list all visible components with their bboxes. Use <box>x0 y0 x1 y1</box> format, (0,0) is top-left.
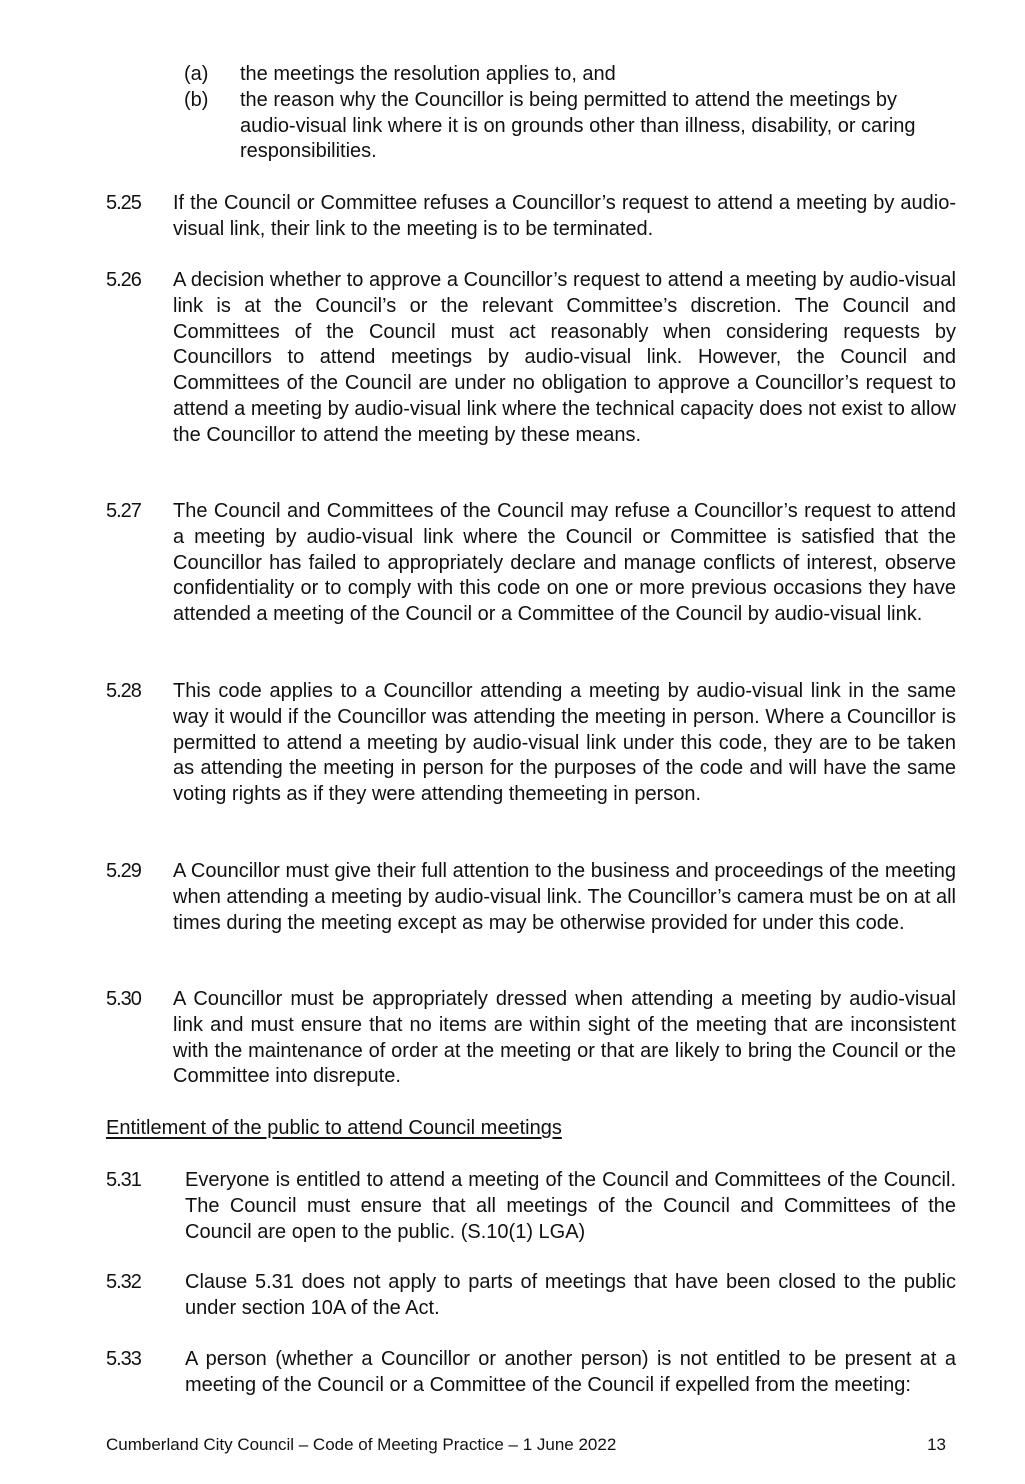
clause-5-29 <box>106 859 956 936</box>
clause-5-33 <box>106 1347 956 1399</box>
clause-5-30 <box>106 987 956 1090</box>
subitem-a <box>184 62 956 88</box>
clause-5-28 <box>106 679 956 808</box>
page-footer <box>106 1434 946 1456</box>
footer-title: Cumberland City Council – Code of Meeting Practice – 1 June 2022 <box>106 1435 617 1454</box>
page-number: 13 <box>927 1435 946 1454</box>
subitem-label: (b) <box>184 88 209 111</box>
clause-text: A decision whether to approve a Councillor’s request to attend a meeting by audio-visual link is at the Council’s or the relevant Committee’s discretion. The Council and Committees of the Council must act reasonably when considering requests by Councillors to attend meetings by audio-visual link. However, the Council and Committees of the Council are under no obligation to approve a Councillor’s request to attend a meeting by audio-visual link where the technical capacity does not exist to allow the Councillor to attend the meeting by these means. <box>173 269 956 446</box>
clause-number: 5.30 <box>106 988 141 1010</box>
clause-text: The Council and Committees of the Council may refuse a Councillor’s request to attend a meeting by audio-visual link where the Council or Committee is satisfied that the Councillor has failed to appropriately declare and manage conflicts of interest, observe confidentiality or to comply with this code on one or more previous occasions they have attended a meeting of the Council or a Committee of the Council by audio-visual link. <box>173 500 956 626</box>
clause-text: Everyone is entitled to attend a meeting of the Council and Committees of the Council. The Council must ensure that all meetings of the Council and Committees of the Council are open to the public. (S.10(1) LGA) <box>185 1169 956 1243</box>
clause-text: A Councillor must be appropriately dressed when attending a meeting by audio-visual link and must ensure that no items are within sight of the meeting that are inconsistent with the maintenance of order at the meeting or that are likely to bring the Council or the Committee into disrepute. <box>173 988 956 1088</box>
clause-text: A person (whether a Councillor or another person) is not entitled to be present at a meeting of the Council or a Committee of the Council if expelled from the meeting: <box>185 1348 956 1396</box>
clause-number: 5.27 <box>106 500 141 522</box>
clause-number: 5.31 <box>106 1169 141 1191</box>
subitem-label: (a) <box>184 63 209 85</box>
clause-number: 5.33 <box>106 1348 141 1370</box>
clause-5-32 <box>106 1270 956 1322</box>
clause-5-26 <box>106 268 956 449</box>
subitem-text: the meetings the resolution applies to, and <box>240 63 616 85</box>
clause-number: 5.32 <box>106 1271 141 1293</box>
clause-number: 5.29 <box>106 860 141 882</box>
clause-5-25 <box>106 191 956 243</box>
subitem-b <box>184 88 956 165</box>
section-heading: Entitlement of the public to attend Council meetings <box>106 1117 562 1139</box>
clause-number: 5.28 <box>106 680 141 702</box>
subitem-list <box>184 62 956 165</box>
subitem-text: the reason why the Councillor is being permitted to attend the meetings by audio-visual link where it is on grounds other than illness, disability, or caring responsibilities. <box>240 88 916 163</box>
clause-text: If the Council or Committee refuses a Councillor’s request to attend a meeting by audio-visual link, their link to the meeting is to be terminated. <box>173 192 956 240</box>
clause-5-27 <box>106 499 956 628</box>
clause-number: 5.26 <box>106 269 141 291</box>
clause-text: Clause 5.31 does not apply to parts of meetings that have been closed to the public under section 10A of the Act. <box>185 1271 956 1319</box>
clause-number: 5.25 <box>106 192 141 214</box>
clause-text: This code applies to a Councillor attending a meeting by audio-visual link in the same way it would if the Councillor was attending the meeting in person. Where a Councillor is permitted to attend a meeting by audio-visual link under this code, they are to be taken as attending the meeting in person for the purposes of the code and will have the same voting rights as if they were attending themeeting in person. <box>173 680 956 806</box>
clause-5-31 <box>106 1168 956 1245</box>
clause-text: A Councillor must give their full attention to the business and proceedings of the meeting when attending a meeting by audio-visual link. The Councillor’s camera must be on at all times during the meeting except as may be otherwise provided for under this code. <box>173 860 956 934</box>
